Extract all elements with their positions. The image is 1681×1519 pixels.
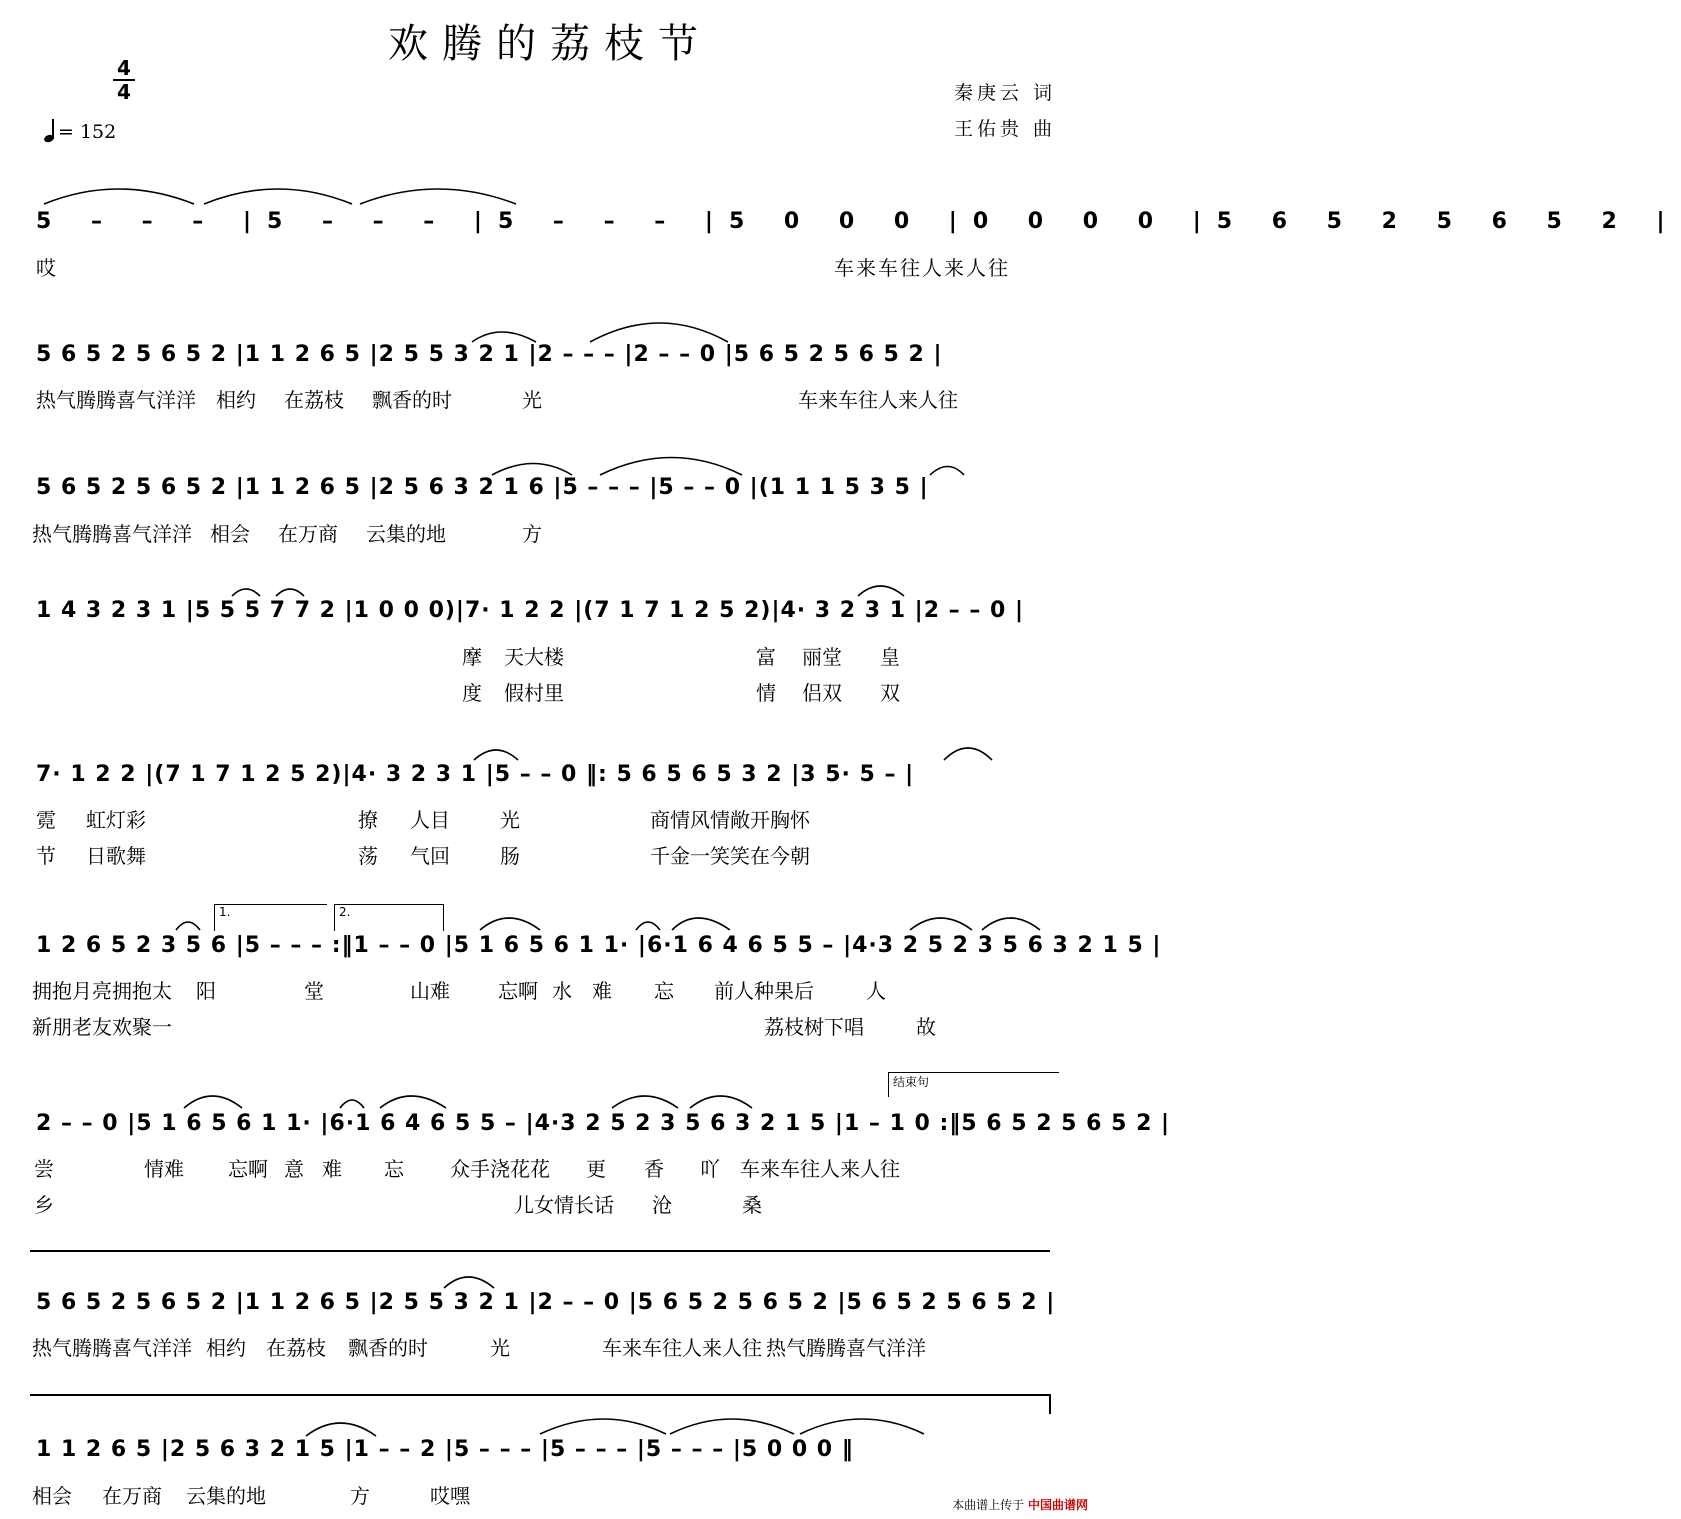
slur: [690, 1096, 752, 1108]
music-line-3: 5 6 5 2 5 6 5 2 |1 1 2 6 5 |2 5 6 3 2 1 6 |5 – – – |5 – – 0 |(1 1 1 5 3 5 |: [36, 475, 929, 500]
slur: [444, 1277, 494, 1288]
slur: [910, 918, 972, 930]
time-signature-top: 4: [117, 56, 131, 80]
music-line-7: 2 – – 0 |5 1 6 5 6 1 1· |6·1 6 4 6 5 5 – |4·3 2 5 2 3 5 6 3 2 1 5 |1 – 1 0 :‖5 6 5 2 5 6 5 2 |: [36, 1111, 1171, 1136]
slur: [44, 189, 194, 204]
slur: [472, 332, 536, 342]
music-line-9: 1 1 2 6 5 |2 5 6 3 2 1 5 |1 – – 2 |5 – – – |5 – – – |5 – – – |5 0 0 0 ‖: [36, 1437, 854, 1462]
slur: [930, 467, 964, 476]
composer-credit: 王佑贵 曲: [953, 118, 1056, 140]
slur: [600, 458, 742, 476]
music-line-1: 5 – – – |5 – – – |5 – – – |5 0 0 0 |0 0 0 0 |5 6 5 2 5 6 5 2 |: [36, 209, 1681, 234]
lyric-line-7-verse-1: 尝 情难 忘啊 意 难 忘 众手浇花花 更 香 吖 车来车往人来人往: [34, 1157, 900, 1181]
slur: [858, 586, 904, 596]
slur: [340, 1100, 364, 1108]
slur: [480, 918, 540, 930]
lyric-line-5-verse-2: 节 日歌舞 荡 气回 肠 千金一笑笑在今朝: [36, 844, 810, 868]
slur: [276, 589, 304, 596]
slur: [612, 1096, 678, 1108]
slur: [800, 1419, 924, 1434]
lyric-line-1b: 车来车往人来人往: [834, 256, 1010, 280]
lyric-line-2: 热气腾腾喜气洋洋 相约 在荔枝 飘香的时 光 车来车往人来人往: [36, 388, 958, 412]
lyric-line-6-verse-2: 新朋老友欢聚一 荔枝树下唱 故: [32, 1015, 936, 1039]
lyric-line-8: 热气腾腾喜气洋洋 相约 在荔枝 飘香的时 光 车来车往人来人往 热气腾腾喜气洋洋: [32, 1336, 926, 1360]
site-logo: 中国曲谱网: [1027, 1498, 1088, 1512]
song-title: 欢腾的荔枝节: [388, 21, 712, 67]
slur: [672, 918, 730, 930]
slur: [492, 464, 572, 476]
lyric-line-3: 热气腾腾喜气洋洋 相会 在万商 云集的地 方: [32, 522, 542, 546]
lyric-line-4-verse-2: 度 假村里 情 侣双 双: [462, 681, 900, 705]
volta-1-bracket: 1.: [214, 904, 327, 931]
slur: [232, 589, 260, 596]
music-line-2: 5 6 5 2 5 6 5 2 |1 1 2 6 5 |2 5 5 3 2 1 |2 – – – |2 – – 0 |5 6 5 2 5 6 5 2 |: [36, 342, 943, 367]
slur: [184, 1096, 242, 1108]
slur: [590, 323, 728, 342]
slur: [540, 1419, 666, 1434]
music-line-4: 1 4 3 2 3 1 |5 5 5 7 7 2 |1 0 0 0)|7· 1 2 2 |(7 1 7 1 2 5 2)|4· 3 2 3 1 |2 – – 0 |: [36, 598, 1024, 623]
lyric-line-6-verse-1: 拥抱月亮拥抱太 阳 堂 山难 忘啊 水 难 忘 前人种果后 人: [32, 979, 886, 1003]
music-line-5: 7· 1 2 2 |(7 1 7 1 2 5 2)|4· 3 2 3 1 |5 – – 0 ‖: 5 6 5 6 5 3 2 |3 5· 5 – |: [36, 762, 915, 787]
slur: [176, 922, 200, 930]
slur: [636, 922, 660, 930]
lyric-line-9: 相会 在万商 云集的地 方 哎嘿: [32, 1484, 470, 1508]
slur: [474, 750, 518, 760]
tempo-value: = 152: [58, 121, 117, 143]
slur: [360, 189, 516, 204]
slur: [944, 748, 992, 760]
lyricist-credit: 秦庚云 词: [953, 82, 1056, 104]
time-signature-bottom: 4: [117, 80, 131, 104]
slur: [380, 1096, 446, 1108]
slur: [306, 1423, 376, 1436]
slur: [204, 189, 352, 204]
ending-bracket: 结束句: [888, 1072, 1059, 1097]
slur: [670, 1419, 794, 1434]
music-line-8: 5 6 5 2 5 6 5 2 |1 1 2 6 5 |2 5 5 3 2 1 |2 – – 0 |5 6 5 2 5 6 5 2 |5 6 5 2 5 6 5 2 |: [36, 1290, 1056, 1315]
lyric-line-7-verse-2: 乡 儿女情长话 沧 桑: [34, 1193, 762, 1217]
music-line-6: 1 2 6 5 2 3 5 6 |5 – – – :‖1 – – 0 |5 1 6 5 6 1 1· |6·1 6 4 6 5 5 – |4·3 2 5 2 3 5 6 3 2 1 5 |: [36, 933, 1162, 958]
lyric-line-5-verse-1: 霓 虹灯彩 撩 人目 光 商情风情敞开胸怀: [36, 808, 810, 832]
volta-2-bracket: 2.: [334, 904, 444, 931]
lyric-line-4-verse-1: 摩 天大楼 富 丽堂 皇: [462, 645, 900, 669]
lyric-line-1: 哎: [36, 256, 56, 280]
footer-credit: 本曲谱上传于 中国曲谱网: [952, 1498, 1088, 1512]
slur: [982, 918, 1040, 930]
